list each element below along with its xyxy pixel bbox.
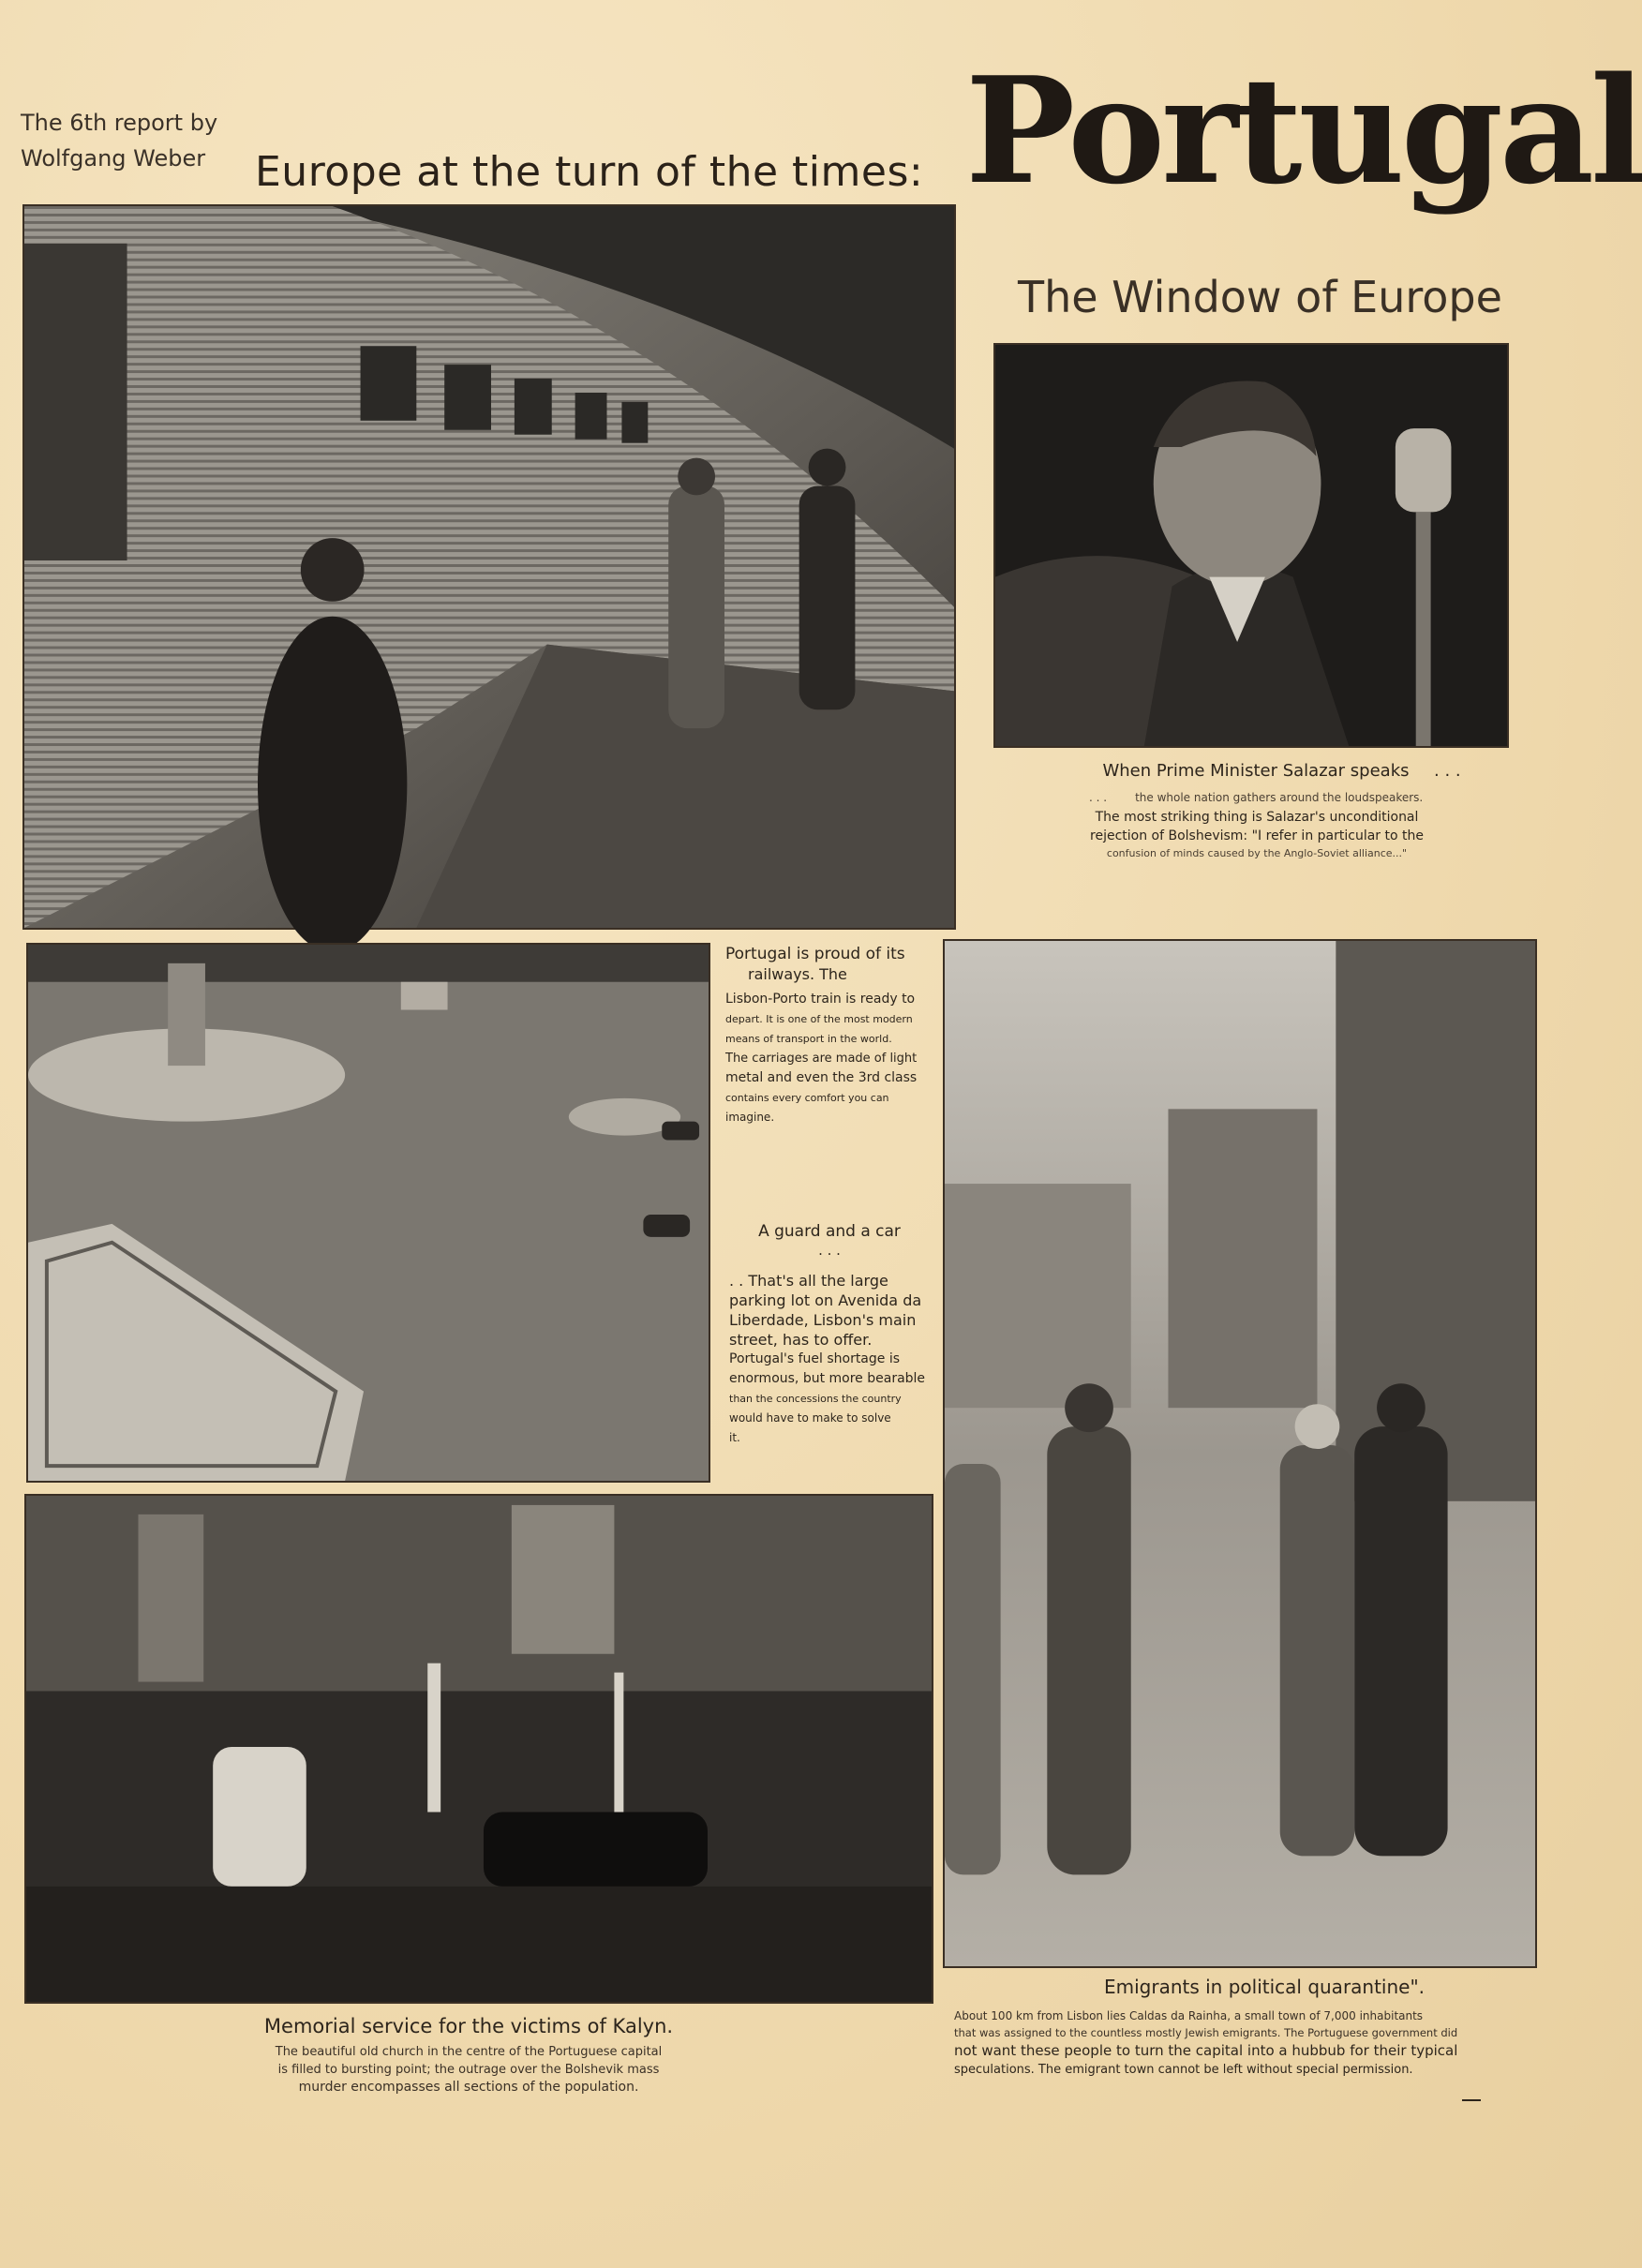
guard-line-3: Liberdade, Lisbon's main bbox=[729, 1311, 917, 1329]
guard-line-7: than the concessions the country bbox=[729, 1393, 902, 1405]
emigrants-caption bbox=[954, 1976, 1537, 2080]
salazar-photo bbox=[993, 343, 1509, 748]
guard-line-4: street, has to offer. bbox=[729, 1331, 873, 1349]
guard-line-2: parking lot on Avenida da bbox=[729, 1291, 922, 1309]
masthead-subtitle: The Window of Europe bbox=[1018, 272, 1502, 322]
salazar-line-4: confusion of minds caused by the Anglo-Soviet alliance..." bbox=[1106, 847, 1408, 859]
railways-line-7: metal and even the 3rd class bbox=[725, 1070, 918, 1085]
salazar-caption-body-2 bbox=[1074, 808, 1440, 845]
salazar-caption-body bbox=[1089, 789, 1445, 806]
memorial-line-1: The beautiful old church in the centre of the Portuguese capital bbox=[275, 2045, 663, 2059]
salazar-line-2: The most striking thing is Salazar's unconditional bbox=[1095, 810, 1419, 825]
emigrants-title: Emigrants in political quarantine". bbox=[1103, 1976, 1426, 1998]
emigrants-photo bbox=[943, 939, 1537, 1968]
memorial-caption bbox=[122, 2015, 815, 2096]
railways-line-4: depart. It is one of the most modern bbox=[725, 1013, 913, 1025]
guard-line-9: it. bbox=[729, 1431, 740, 1444]
railways-line-2: railways. The bbox=[748, 965, 847, 983]
emigrants-line-1: About 100 km from Lisbon lies Caldas da Rainha, a small town of 7,000 inhabitants bbox=[954, 2009, 1424, 2022]
salazar-line-1: the whole nation gathers around the loudspeakers. bbox=[1135, 791, 1424, 804]
guard-caption-title bbox=[740, 1222, 918, 1259]
train-photo bbox=[22, 204, 956, 930]
guard-line-1: . . That's all the large bbox=[729, 1272, 888, 1290]
railways-caption bbox=[725, 945, 941, 1127]
salazar-line-3: rejection of Bolshevism: "I refer in particular to the bbox=[1090, 828, 1424, 843]
railways-line-1: Portugal is proud of its bbox=[725, 945, 905, 963]
parking-lot-photo bbox=[26, 943, 710, 1483]
railways-line-6: The carriages are made of light bbox=[725, 1052, 918, 1066]
guard-line-5: Portugal's fuel shortage is bbox=[729, 1351, 901, 1366]
guard-caption bbox=[729, 1271, 945, 1448]
byline bbox=[21, 105, 217, 176]
guard-dots: . . . bbox=[818, 1242, 841, 1259]
emigrants-line-2: that was assigned to the countless mostly Jewish emigrants. The Portuguese government did bbox=[954, 2026, 1458, 2039]
memorial-title: Memorial service for the victims of Kalyn. bbox=[263, 2015, 674, 2037]
memorial-photo bbox=[24, 1494, 933, 2004]
kicker-headline: Europe at the turn of the times: bbox=[255, 148, 924, 196]
end-rule bbox=[1462, 2099, 1481, 2101]
memorial-line-2: is filled to bursting point; the outrage over the Bolshevik mass bbox=[277, 2063, 660, 2077]
memorial-line-3: murder encompasses all sections of the population. bbox=[298, 2080, 639, 2095]
salazar-dots-left: . . . bbox=[1089, 791, 1108, 804]
railways-line-9: imagine. bbox=[725, 1111, 775, 1124]
emigrants-line-4: speculations. The emigrant town cannot be left without special permission. bbox=[954, 2063, 1413, 2077]
masthead-title: Portugal bbox=[965, 45, 1642, 216]
byline-line-1: The 6th report by bbox=[21, 110, 218, 136]
byline-author: Wolfgang Weber bbox=[21, 145, 206, 172]
railways-line-3: Lisbon-Porto train is ready to bbox=[725, 992, 916, 1007]
guard-line-8: would have to make to solve bbox=[729, 1411, 891, 1425]
salazar-dots-right: . . . bbox=[1434, 761, 1461, 781]
guard-title: A guard and a car bbox=[758, 1222, 901, 1241]
salazar-caption-title: When Prime Minister Salazar speaks bbox=[1102, 761, 1410, 781]
salazar-caption bbox=[1050, 761, 1462, 781]
guard-line-6: enormous, but more bearable bbox=[729, 1371, 926, 1386]
railways-line-5: means of transport in the world. bbox=[725, 1033, 892, 1045]
railways-line-8: contains every comfort you can bbox=[725, 1092, 889, 1104]
emigrants-line-3: not want these people to turn the capital into a hubbub for their typical bbox=[954, 2042, 1458, 2059]
